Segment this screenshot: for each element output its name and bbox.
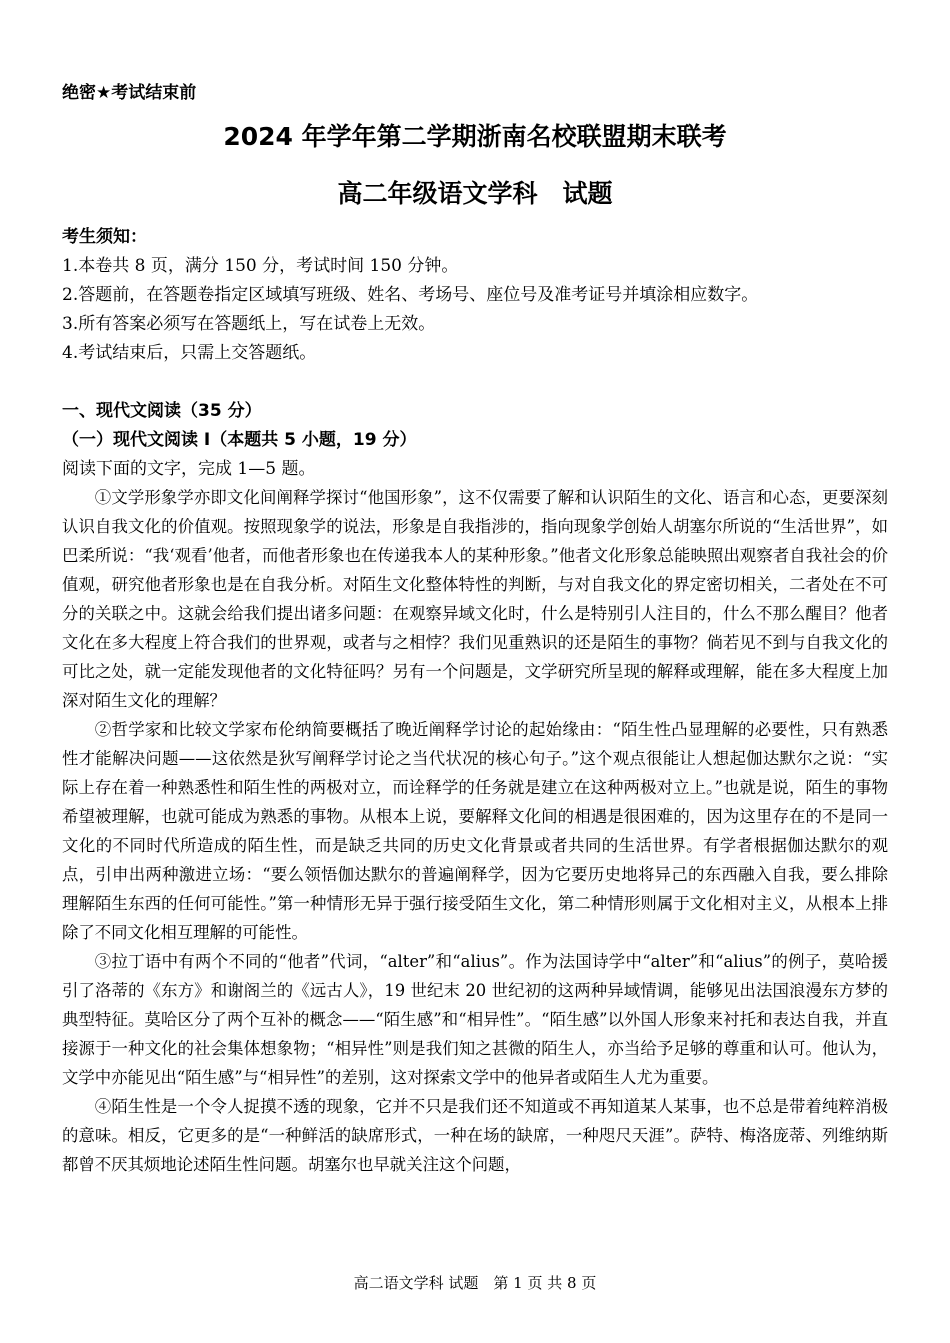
passage-paragraph-1: ①文学形象学亦即文化间阐释学探讨“他国形象”，这不仅需要了解和认识陌生的文化、语言和心态，更要深刻认识自我文化的价值观。按照现象学的说法，形象是自我指涉的，指向现象学创始人胡塞尔所说的“生活世界”，如巴柔所说：“我‘观看’他者，而他者形象也在传递我本人的某种形象。”他者文化形象总能映照出观察者自我社会的价值观，研究他者形象也是在自我分析。对陌生文化整体特性的判断，与对自我文化的界定密切相关，二者处在不可分的关联之中。这就会给我们提出诸多问题：在观察异域文化时，什么是特别引人注目的，什么不那么醒目？他者文化在多大程度上符合我们的世界观，或者与之相悖？我们见重熟识的还是陌生的事物？倘若见不到与自我文化的可比之处，就一定能发现他者的文化特征吗？另有一个问题是，文学研究所呈现的解释或理解，能在多大程度上加深对陌生文化的理解？ [62, 488, 888, 710]
candidate-notice [62, 223, 892, 368]
reading-passage [62, 483, 888, 1179]
secret-mark: 绝密★考试结束前 [62, 83, 197, 103]
notice-item: 3.所有答案必须写在答题纸上，写在试卷上无效。 [62, 314, 436, 334]
notice-item: 2.答题前，在答题卷指定区域填写班级、姓名、考场号、座位号及准考证号并填涂相应数字。 [62, 285, 759, 305]
exam-subtitle: 高二年级语文学科 试题 [337, 179, 613, 208]
exam-title: 2024 年学年第二学期浙南名校联盟期末联考 [223, 122, 727, 151]
subsection-heading: （一）现代文阅读 I（本题共 5 小题，19 分） [62, 430, 417, 450]
passage-paragraph-4: ④陌生性是一个令人捉摸不透的现象，它并不只是我们还不知道或不再知道某人某事，也不总是带着纯粹消极的意味。相反，它更多的是“一种鲜活的缺席形式，一种在场的缺席，一种咫尺天涯”。萨特、梅洛庞蒂、列维纳斯都曾不厌其烦地论述陌生性问题。胡塞尔也早就关注这个问题， [62, 1097, 888, 1174]
passage-paragraph-2: ②哲学家和比较文学家布伦纳简要概括了晚近阐释学讨论的起始缘由：“陌生性凸显理解的必要性，只有熟悉性才能解决问题——这依然是狄写阐释学讨论之当代状况的核心句子。”这个观点很能让人想起伽达默尔之说：“实际上存在着一种熟悉性和陌生性的两极对立，而诠释学的任务就是建立在这种两极对立上。”也就是说，陌生的事物希望被理解，也就可能成为熟悉的事物。从根本上说，要解释文化间的相遇是很困难的，因为这里存在的不是同一文化的不同时代所造成的陌生性，而是缺乏共同的历史文化背景或者共同的生活世界。有学者根据伽达默尔的观点，引申出两种激进立场：“要么领悟伽达默尔的普遍阐释学，因为它要历史地将异己的东西融入自我，要么排除理解陌生东西的任何可能性。”第一种情形无异于强行接受陌生文化，第二种情形则属于文化相对主义，从根本上排除了不同文化相互理解的可能性。 [62, 720, 888, 942]
reading-instruction: 阅读下面的文字，完成 1—5 题。 [62, 459, 316, 479]
section-heading: 一、现代文阅读（35 分） [62, 401, 262, 421]
page-footer: 高二语文学科 试题 第 1 页 共 8 页 [353, 1274, 597, 1292]
passage-paragraph-3: ③拉丁语中有两个不同的“他者”代词，“alter”和“alius”。作为法国诗学中“alter”和“alius”的例子，莫哈援引了洛蒂的《东方》和谢阁兰的《远古人》，19 世纪末 20 世纪初的这两种异域情调，能够见出法国浪漫东方梦的典型特征。莫哈区分了两个互补的概念——“陌生感”和“相异性”。“陌生感”以外国人形象来衬托和表达自我，并直接源于一种文化的社会集体想象物；“相异性”则是我们知之甚微的陌生人，亦当给予足够的尊重和认可。他认为，文学中亦能见出“陌生感”与“相异性”的差别，这对探索文学中的他异者或陌生人尤为重要。 [62, 952, 888, 1087]
notice-heading: 考生须知： [62, 227, 147, 247]
notice-item: 4.考试结束后，只需上交答题纸。 [62, 343, 317, 363]
notice-item: 1.本卷共 8 页，满分 150 分，考试时间 150 分钟。 [62, 256, 459, 276]
